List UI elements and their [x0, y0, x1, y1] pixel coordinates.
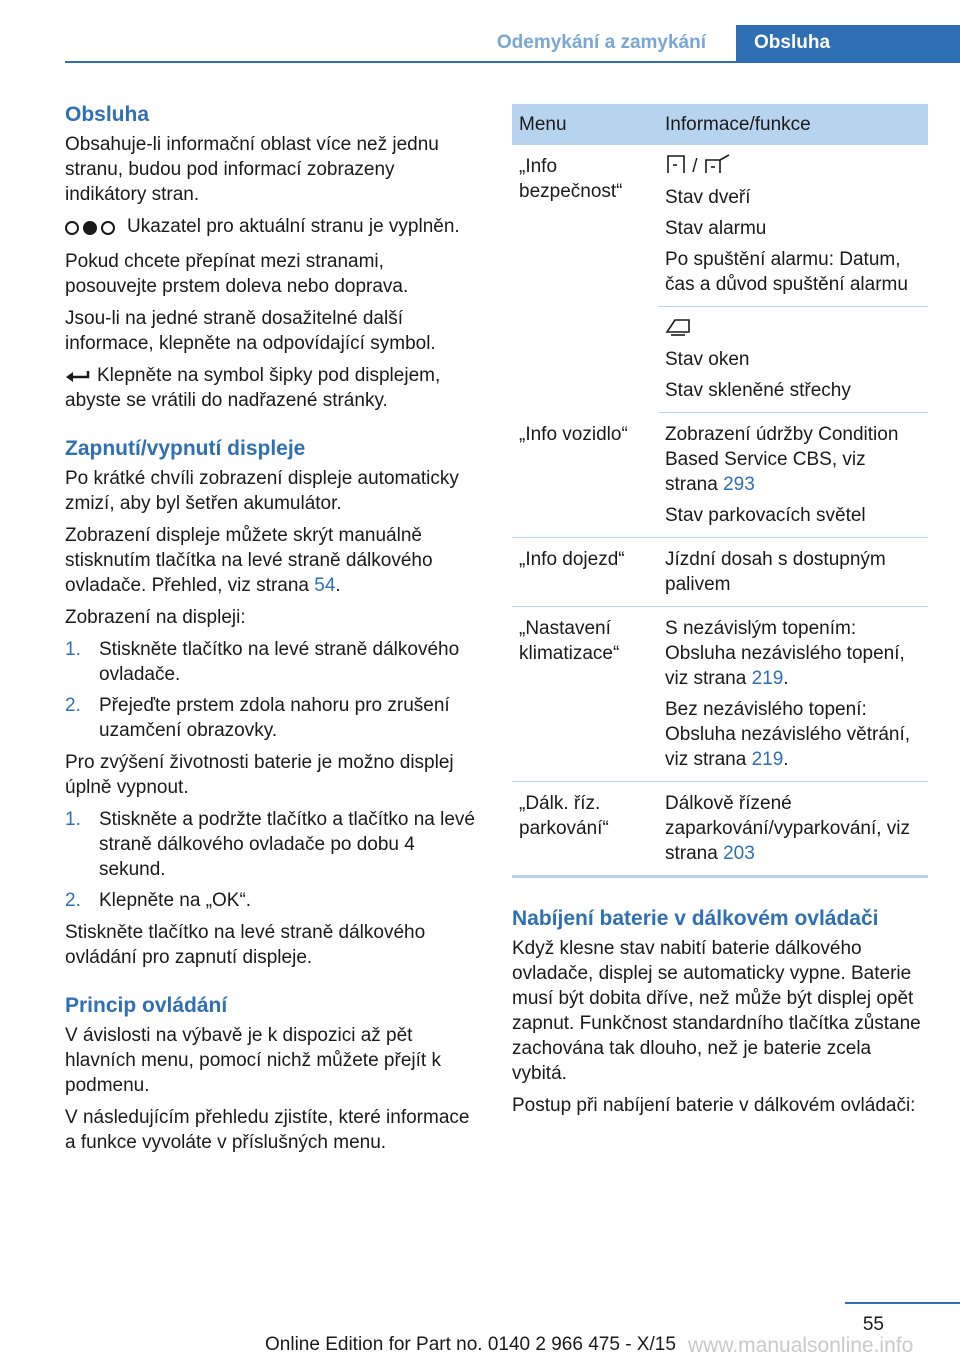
back-arrow-icon [65, 368, 91, 384]
door-closed-icon [665, 154, 687, 174]
paragraph-overview: Zobrazení displeje můžete skrýt manuálně stisknutím tlačítka na levé straně dálkového ovladače. Přehled, viz strana 54. [65, 525, 433, 596]
paragraph-page-indicator: Ukazatel pro aktuální stranu je vyplněn. [65, 214, 480, 242]
heading-battery-charging: Nabíjení baterie v dálkovém ovládači [512, 907, 879, 930]
heading-display-toggle: Zapnutí/vypnutí displeje [65, 437, 306, 460]
info-cell: Stav oken Stav skleněné střechy [658, 307, 928, 413]
menu-cell: „Nastavení klimatizace“ [512, 607, 658, 782]
paragraph-back-arrow: Klepněte na symbol šipky pod displejem, abyste se vrátili do nadřazené stránky. [65, 365, 441, 411]
footer-rule [845, 1302, 960, 1304]
menu-cell: „Info vozidlo“ [512, 413, 658, 538]
column-header-menu: Menu [512, 104, 658, 145]
info-cell: S nezávislým topením: Obsluha nezávislého topení, viz strana 219. Bez nezávislého topení: Obsluha nezávislého větrání, viz strana 219. [658, 607, 928, 782]
table-row [512, 413, 928, 538]
page-header [0, 25, 960, 61]
table-row [512, 782, 928, 877]
page-number: 55 [862, 1314, 884, 1335]
page-link[interactable]: 219 [751, 668, 784, 689]
header-chapter-tab: Obsluha [736, 25, 960, 61]
info-cell: Jízdní dosah s dostupným palivem [658, 538, 928, 607]
list-item: 2. Klepněte na „OK“. [65, 890, 252, 911]
paragraph: Když klesne stav nabití baterie dálkového ovladače, displej se automaticky vypne. Baterie musí být dobita dříve, než může být displej opět zapnut. Funkčnost standardního tlačítka zůstane zachována tak dlouho, než je baterie zcela vybitá. [512, 938, 921, 1084]
header-rule [65, 61, 960, 63]
left-column [65, 102, 480, 1162]
info-cell: Dálkově řízené zaparkování/vyparkování, viz strana 203 [658, 782, 928, 877]
page-link[interactable]: 293 [723, 474, 755, 495]
page-link[interactable]: 203 [723, 843, 755, 864]
paragraph: Po krátké chvíli zobrazení displeje automaticky zmizí, aby byl šetřen akumulátor. [65, 468, 459, 514]
steps-list [65, 807, 480, 913]
menu-cell: „Info dojezd“ [512, 538, 658, 607]
menu-cell: „Dálk. říz. parkování“ [512, 782, 658, 877]
page-link[interactable]: 54 [314, 575, 336, 596]
menu-cell: „Info bezpečnost“ [519, 156, 623, 202]
page-link[interactable]: 219 [751, 749, 784, 770]
paragraph: Jsou-li na jedné straně dosažitelné další informace, klepněte na odpovídající symbol. [65, 308, 436, 354]
table-header-row [512, 104, 928, 145]
edition-note: Online Edition for Part no. 0140 2 966 475 - X/15 [265, 1334, 676, 1355]
paragraph: Stiskněte tlačítko na levé straně dálkového ovládání pro zapnutí displeje. [65, 922, 426, 968]
paragraph: Pro zvýšení životnosti baterie je možno displej úplně vypnout. [65, 752, 454, 798]
paragraph: Pokud chcete přepínat mezi stranami, posouvejte prstem doleva nebo doprava. [65, 251, 409, 297]
steps-list [65, 637, 480, 743]
page-indicator-dots-icon [65, 217, 119, 242]
list-item: 1. Stiskněte tlačítko na levé straně dálkového ovladače. [65, 639, 460, 685]
right-column [512, 104, 928, 1125]
column-header-info: Informace/funkce [658, 104, 928, 145]
door-open-icon [703, 154, 733, 174]
table-row [512, 145, 928, 307]
paragraph: Postup při nabíjení baterie v dálkovém ovládači: [512, 1095, 916, 1116]
paragraph: Obsahuje-li informační oblast více než jednu stranu, budou pod informací zobrazeny indikátory stran. [65, 134, 439, 205]
menu-table [512, 104, 928, 878]
header-section-title: Odemykání a zamykání [496, 32, 706, 53]
paragraph: V následujícím přehledu zjistíte, které informace a funkce vyvoláte v příslušných menu. [65, 1107, 470, 1153]
table-row [512, 607, 928, 782]
heading-principle: Princip ovládání [65, 994, 228, 1017]
watermark: www.manualsonline.info [688, 1334, 914, 1357]
list-item: 2. Přejeďte prstem zdola nahoru pro zrušení uzamčení obrazovky. [65, 695, 450, 741]
paragraph: V ávislosti na výbavě je k dispozici až pět hlavních menu, pomocí nichž můžete přejít k podmenu. [65, 1025, 441, 1096]
paragraph: Zobrazení na displeji: [65, 607, 246, 628]
info-cell: Zobrazení údržby Condition Based Service CBS, viz strana 293 Stav parkovacích světel [658, 413, 928, 538]
window-icon [665, 316, 691, 336]
heading-obsluha: Obsluha [65, 103, 150, 126]
table-row [512, 538, 928, 607]
info-cell: / Stav dveří Stav alarmu Po spuštění alarmu: Datum, čas a důvod spuštění alarmu [658, 145, 928, 307]
list-item: 1. Stiskněte a podržte tlačítko a tlačítko na levé straně dálkového ovladače po dobu 4 sekund. [65, 809, 475, 880]
